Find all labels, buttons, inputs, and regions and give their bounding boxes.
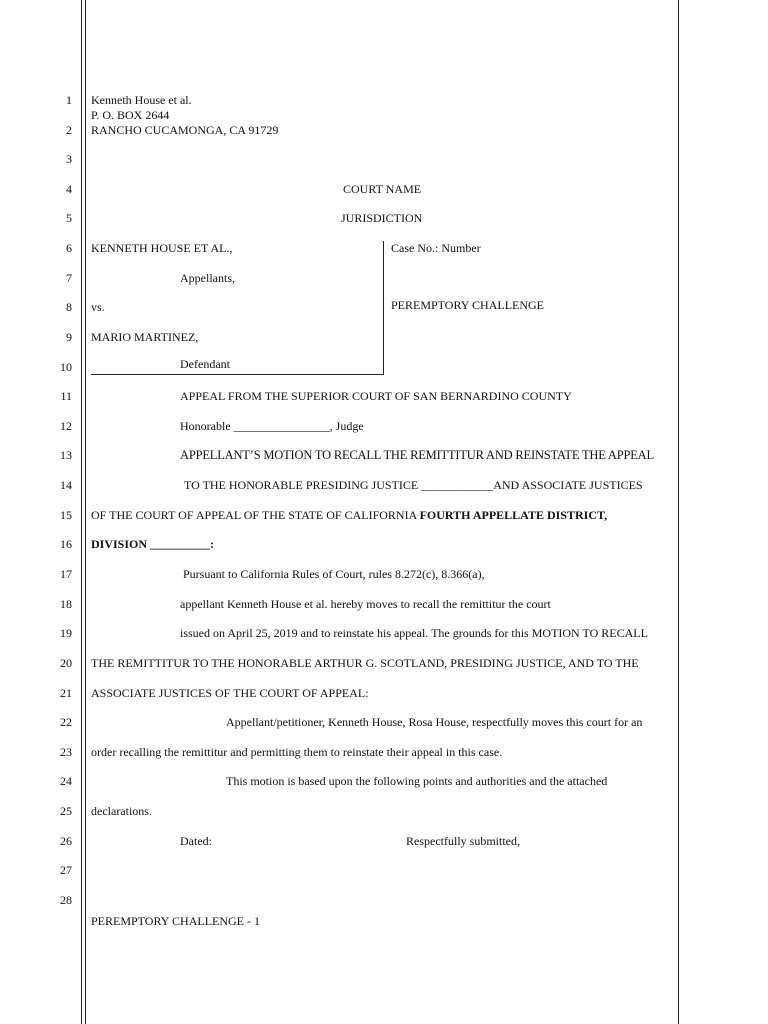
court-of-appeal-line [91, 508, 607, 523]
header-city: RANCHO CUCAMONGA, CA 91729 [91, 123, 279, 137]
paragraph-3-line-1: This motion is based upon the following points and authorities and the attached [226, 774, 608, 788]
court-name: COURT NAME [343, 182, 422, 196]
line-number: 3 [66, 152, 72, 166]
line-number: 23 [60, 745, 72, 759]
left-margin-rule-outer [81, 0, 82, 1024]
line-number: 2 [66, 123, 72, 137]
caption-box-bottom-rule [91, 374, 384, 375]
line-number: 15 [60, 508, 72, 522]
dated-label: Dated: [180, 834, 212, 848]
caption-plaintiff: KENNETH HOUSE ET AL., [91, 241, 233, 255]
line-number: 11 [60, 389, 72, 403]
appeal-from-line: APPEAL FROM THE SUPERIOR COURT OF SAN BERNARDINO COUNTY [180, 389, 572, 403]
line-number: 1 [66, 93, 72, 107]
court-of-appeal-text: OF THE COURT OF APPEAL OF THE STATE OF CALIFORNIA [91, 508, 420, 522]
caption-plaintiff-role: Appellants, [180, 271, 235, 285]
paragraph-1-line-3: issued on April 25, 2019 and to reinstate his appeal. The grounds for this MOTION TO RECALL [180, 626, 648, 640]
page-footer: PEREMPTORY CHALLENGE - 1 [91, 914, 261, 928]
line-number: 10 [60, 360, 72, 374]
caption-box-right-rule [383, 241, 384, 375]
motion-title: APPELLANT’S MOTION TO RECALL THE REMITTITUR AND REINSTATE THE APPEAL [180, 448, 654, 462]
line-number: 6 [66, 241, 72, 255]
line-number: 4 [66, 182, 72, 196]
paragraph-3-line-2: declarations. [91, 804, 152, 818]
paragraph-2-line-2: order recalling the remittitur and permitting them to reinstate their appeal in this case. [91, 745, 503, 759]
appellate-district: FOURTH APPELLATE DISTRICT, [419, 508, 608, 522]
line-number: 7 [66, 271, 72, 285]
header-po-box: P. O. BOX 2644 [91, 108, 170, 122]
honorable-judge-line: Honorable ________________, Judge [180, 419, 364, 433]
signature-block: Respectfully submitted, [406, 834, 520, 848]
line-number: 21 [60, 686, 72, 700]
court-jurisdiction: JURISDICTION [341, 211, 423, 225]
header-name: Kenneth House et al. [91, 93, 192, 107]
line-number: 22 [60, 715, 72, 729]
line-number: 20 [60, 656, 72, 670]
paragraph-1-line-2: appellant Kenneth House et al. hereby moves to recall the remittitur the court [180, 597, 551, 611]
paragraph-1-line-5: ASSOCIATE JUSTICES OF THE COURT OF APPEAL: [91, 686, 369, 700]
caption-defendant: MARIO MARTINEZ, [91, 330, 199, 344]
left-margin-rule-inner [85, 0, 86, 1024]
line-number: 25 [60, 804, 72, 818]
line-number: 5 [66, 211, 72, 225]
line-number: 27 [60, 863, 72, 877]
caption-vs: vs. [91, 300, 105, 314]
line-number: 14 [60, 478, 72, 492]
line-number: 19 [60, 626, 72, 640]
case-number: Case No.: Number [391, 241, 481, 255]
right-margin-rule [678, 0, 679, 1024]
line-number: 17 [60, 567, 72, 581]
line-number: 18 [60, 597, 72, 611]
line-number: 8 [66, 300, 72, 314]
line-number: 9 [66, 330, 72, 344]
line-number: 12 [60, 419, 72, 433]
paragraph-1-line-4: THE REMITTITUR TO THE HONORABLE ARTHUR G. SCOTLAND, PRESIDING JUSTICE, AND TO THE [91, 656, 639, 670]
line-number: 13 [60, 448, 72, 462]
paragraph-1-line-1: Pursuant to California Rules of Court, rules 8.272(c), 8.366(a), [183, 567, 485, 581]
caption-defendant-role: Defendant [180, 357, 230, 371]
document-title: PEREMPTORY CHALLENGE [391, 298, 545, 312]
division-line: DIVISION __________: [91, 537, 215, 551]
line-number: 28 [60, 893, 72, 907]
paragraph-2-line-1: Appellant/petitioner, Kenneth House, Rosa House, respectfully moves this court for an [226, 715, 643, 729]
line-number: 26 [60, 834, 72, 848]
line-number: 16 [60, 537, 72, 551]
addressee-line: TO THE HONORABLE PRESIDING JUSTICE ____________AND ASSOCIATE JUSTICES [184, 478, 643, 492]
line-number: 24 [60, 774, 72, 788]
